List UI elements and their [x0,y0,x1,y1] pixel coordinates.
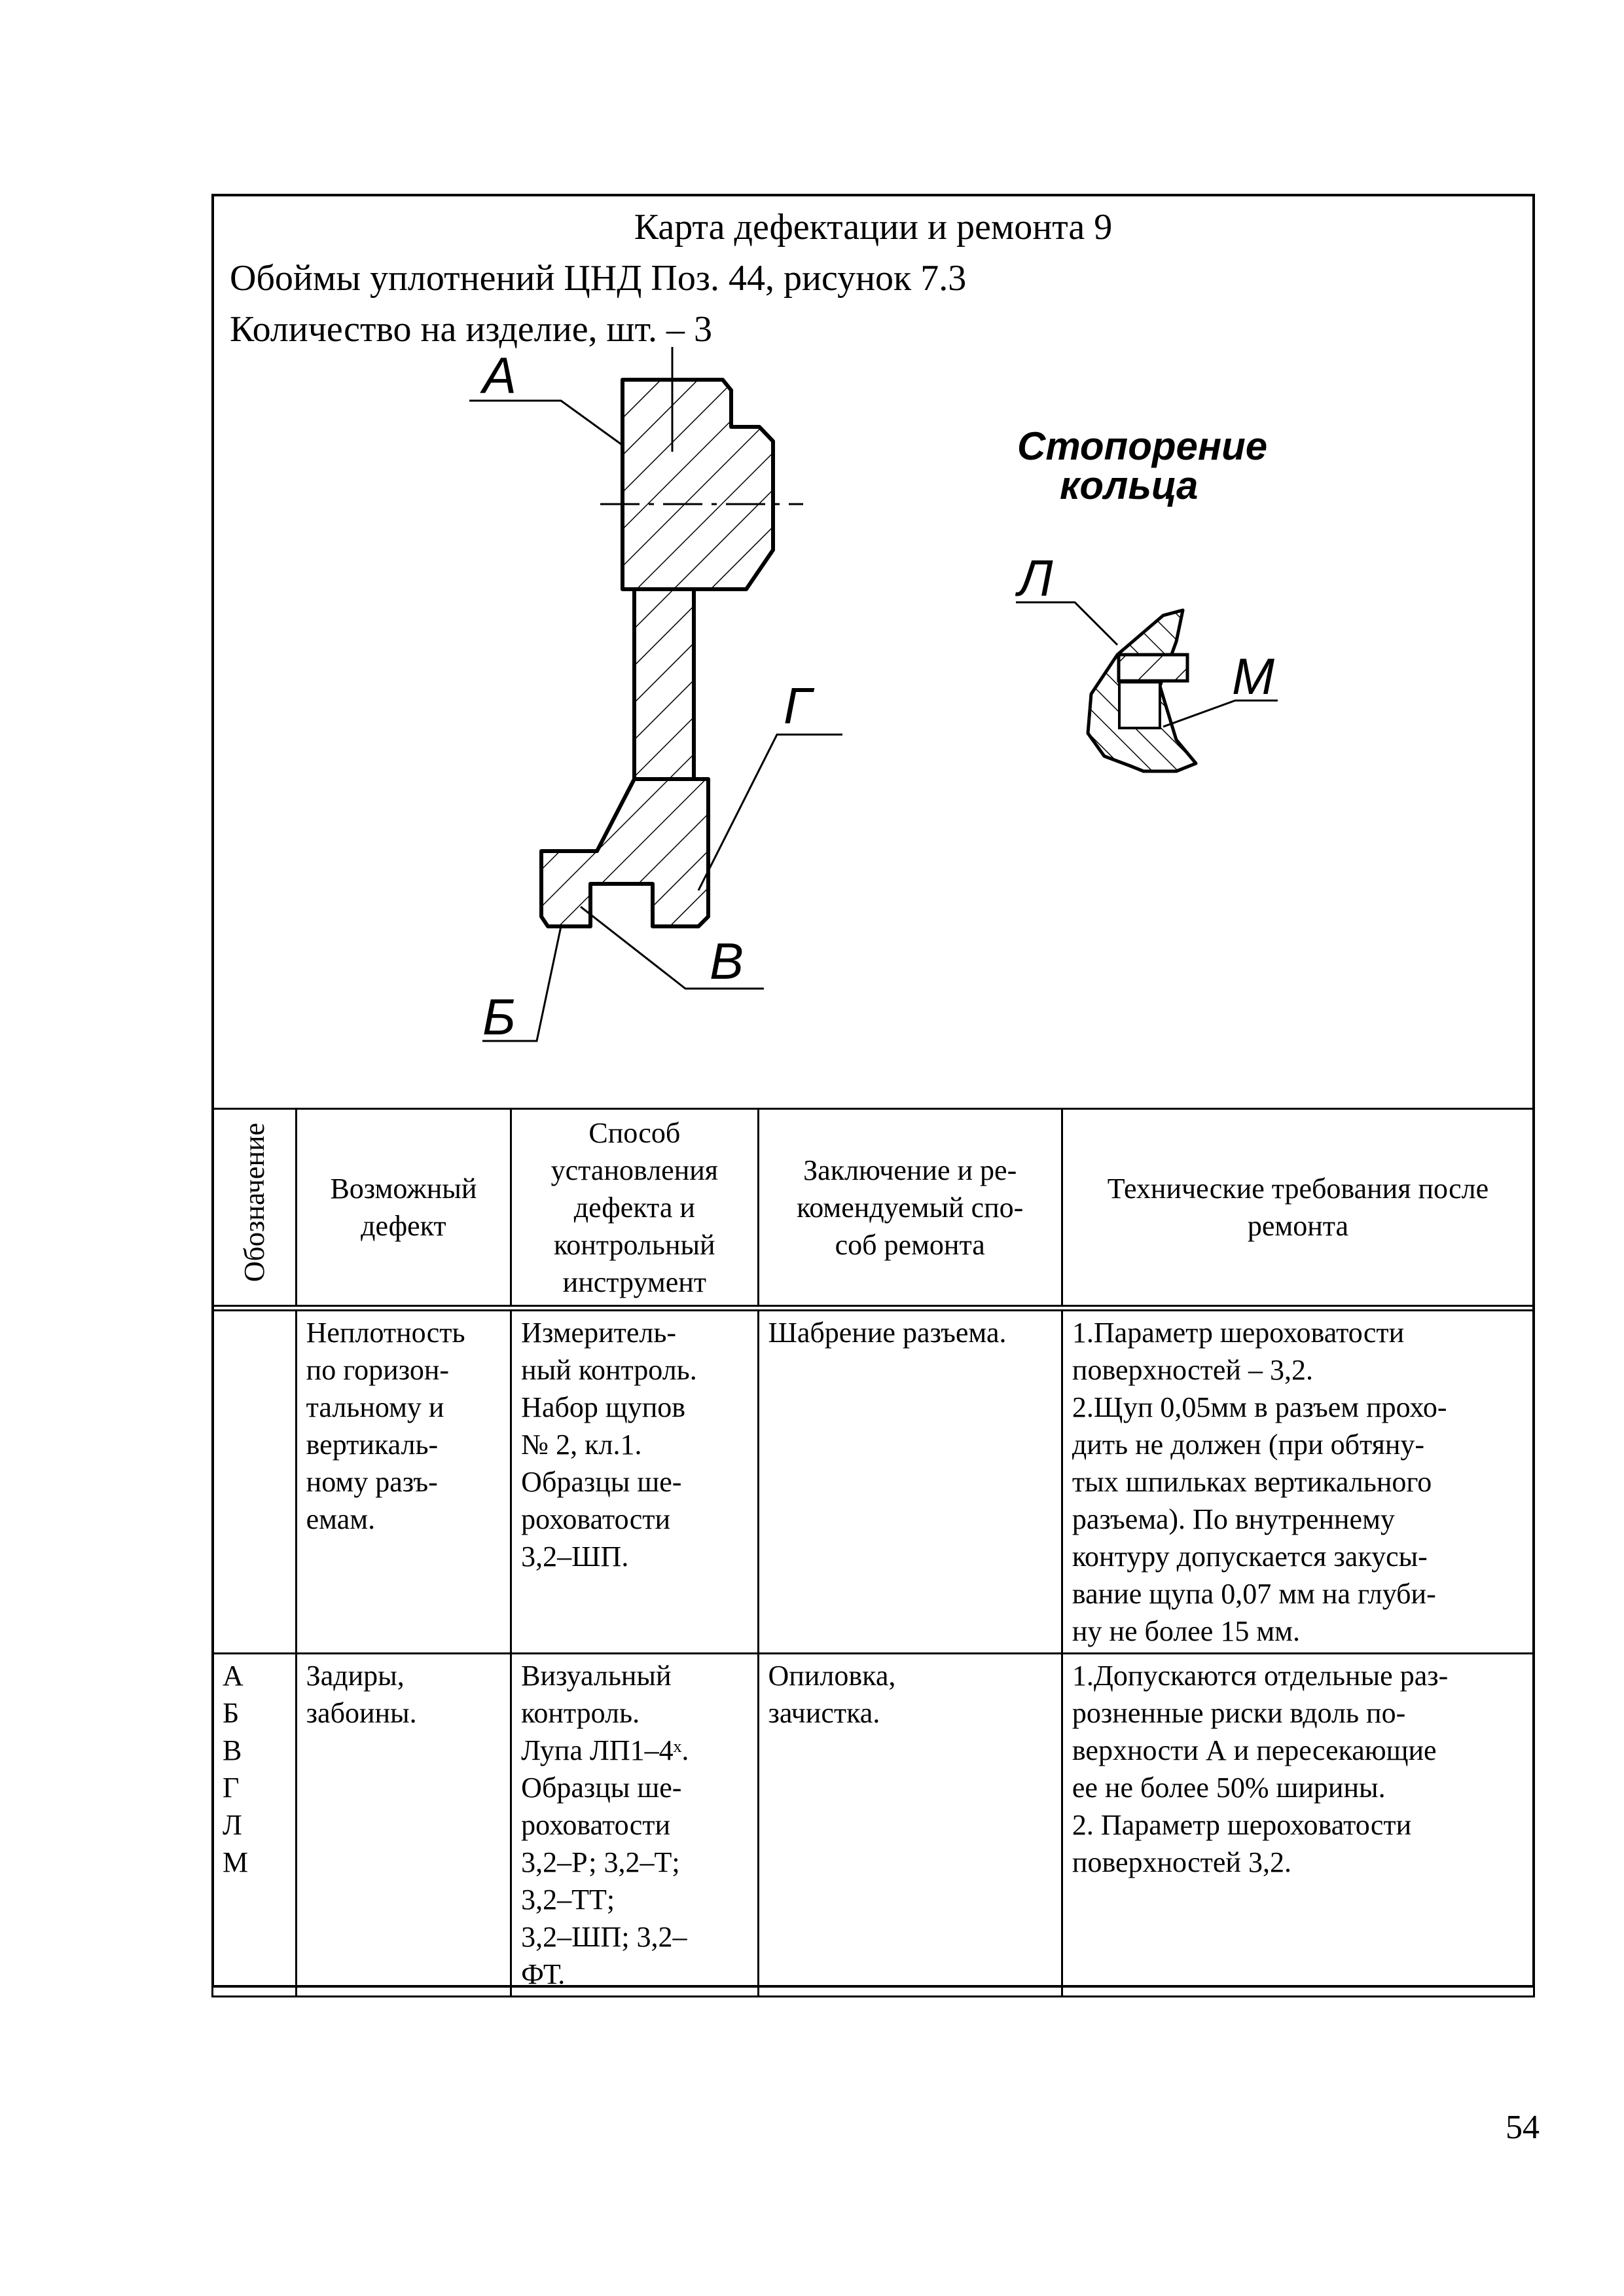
label-a: А [482,346,517,404]
page-number: 54 [1506,2109,1540,2146]
row2-designation: А Б В Г Л М [213,1654,297,1997]
label-g: Г [784,677,812,735]
detail-title-line-2: кольца [1060,464,1199,507]
header-method: Способ установления дефекта и контрольный инструмент [511,1109,758,1309]
label-b: Б [482,988,516,1046]
row1-defect: Неплотность по горизон- тальному и вертикаль- ному разъ- емам. [296,1308,511,1654]
defect-card-frame [211,194,1535,1988]
label-v: В [710,932,744,990]
card-title: Карта дефектации и ремонта 9 [634,207,1113,247]
table-row [213,1654,1534,1997]
row2-defect: Задиры, забоины. [296,1654,511,1997]
seal-holder-section [541,347,803,926]
defect-table [211,1108,1535,1997]
row1-conclusion: Шабрение разъема. [758,1308,1062,1654]
header-designation: Обозначение [213,1109,297,1309]
header-requirements: Технические требования после ремонта [1062,1109,1534,1309]
detail-title-line-1: Стопорение [1017,424,1268,468]
row2-conclusion: Опиловка, зачистка. [758,1654,1062,1997]
row1-designation [213,1308,297,1654]
part-drawing [214,196,1532,1106]
card-quantity: Количество на изделие, шт. – 3 [230,309,712,350]
header-defect: Возможный дефект [296,1109,511,1309]
row1-requirements: 1.Параметр шероховатости поверхностей – 3,2. 2.Щуп 0,05мм в разъем прохо- дить не должен (при обтяну- тых шпильках вертикального разъема). По внутреннему контуру допускается закусы- вание щупа 0,07 мм на глуби- ну не более 15 мм. [1062,1308,1534,1654]
table-row [213,1308,1534,1654]
header-conclusion: Заключение и ре- комендуемый спо- соб ремонта [758,1109,1062,1309]
row2-method: Визуальный контроль. Лупа ЛП1–4ˣ. Образцы ше- роховатости 3,2–Р; 3,2–Т; 3,2–ТТ; 3,2–ШП; 3,2– ФТ. [511,1654,758,1997]
label-m: М [1232,647,1274,705]
ring-stopper-detail [1088,610,1196,771]
table-header-row [213,1109,1534,1309]
card-part: Обоймы уплотнений ЦНД Поз. 44, рисунок 7.3 [230,258,967,299]
row2-requirements: 1.Допускаются отдельные раз- розненные риски вдоль по- верхности А и пересекающие ее не более 50% ширины. 2. Параметр шероховатости поверхностей 3,2. [1062,1654,1534,1997]
row1-method: Измеритель- ный контроль. Набор щупов № 2, кл.1. Образцы ше- роховатости 3,2–ШП. [511,1308,758,1654]
label-l: Л [1018,549,1053,607]
